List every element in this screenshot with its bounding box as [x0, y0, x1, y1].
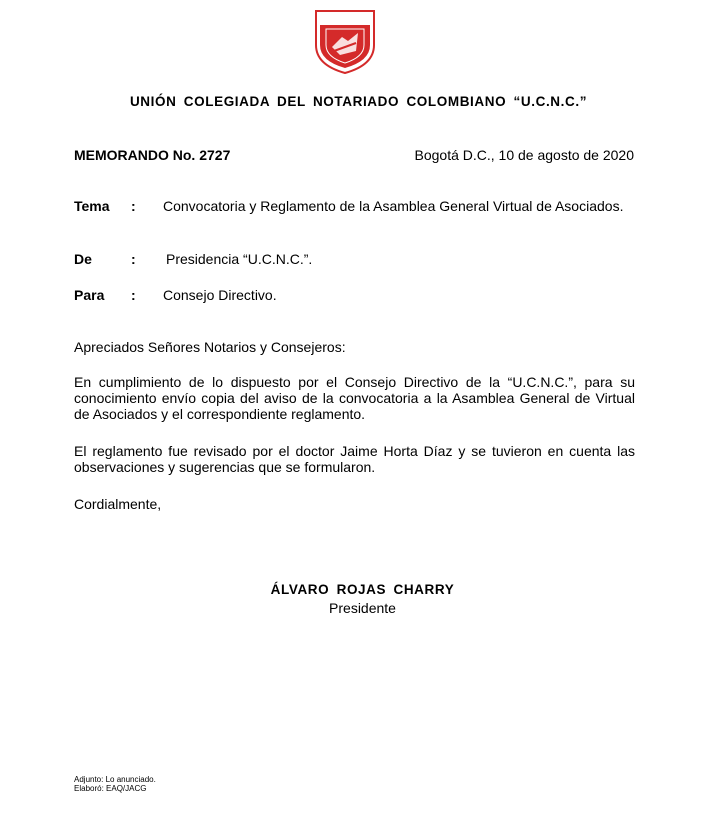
field-colon-para: :: [131, 287, 136, 303]
field-colon-tema: :: [131, 198, 136, 214]
field-value-tema: Convocatoria y Reglamento de la Asamblea General Virtual de Asociados.: [163, 198, 624, 214]
signer-name: ÁLVARO ROJAS CHARRY: [270, 582, 455, 597]
greeting: Apreciados Señores Notarios y Consejeros:: [74, 339, 346, 355]
field-label-de: De: [74, 251, 92, 267]
field-value-para: Consejo Directivo.: [163, 287, 277, 303]
memo-number: MEMORANDO No. 2727: [74, 147, 231, 163]
attachment-note: Adjunto: Lo anunciado.: [74, 775, 156, 784]
field-label-tema: Tema: [74, 198, 110, 214]
field-colon-de: :: [131, 251, 136, 267]
ucnc-logo: [312, 7, 378, 75]
paragraph-2: El reglamento fue revisado por el doctor Jaime Horta Díaz y se tuvieron en cuenta las observaciones y sugerencias que se formularon.: [74, 443, 635, 475]
field-label-para: Para: [74, 287, 105, 303]
paragraph-1: En cumplimiento de lo dispuesto por el Consejo Directivo de la “U.C.N.C.”, para su conocimiento envío copia del aviso de la convocatoria a la Asamblea General de Virtual de Asociados y el correspondiente reglamento.: [74, 374, 635, 422]
field-value-de: Presidencia “U.C.N.C.”.: [166, 251, 313, 267]
closing: Cordialmente,: [74, 496, 162, 512]
memo-date: Bogotá D.C., 10 de agosto de 2020: [414, 147, 634, 163]
organization-title: UNIÓN COLEGIADA DEL NOTARIADO COLOMBIANO “U.C.N.C.”: [129, 94, 588, 109]
prepared-by-note: Elaboró: EAQ/JACG: [74, 784, 147, 793]
signer-title: Presidente: [329, 600, 396, 616]
